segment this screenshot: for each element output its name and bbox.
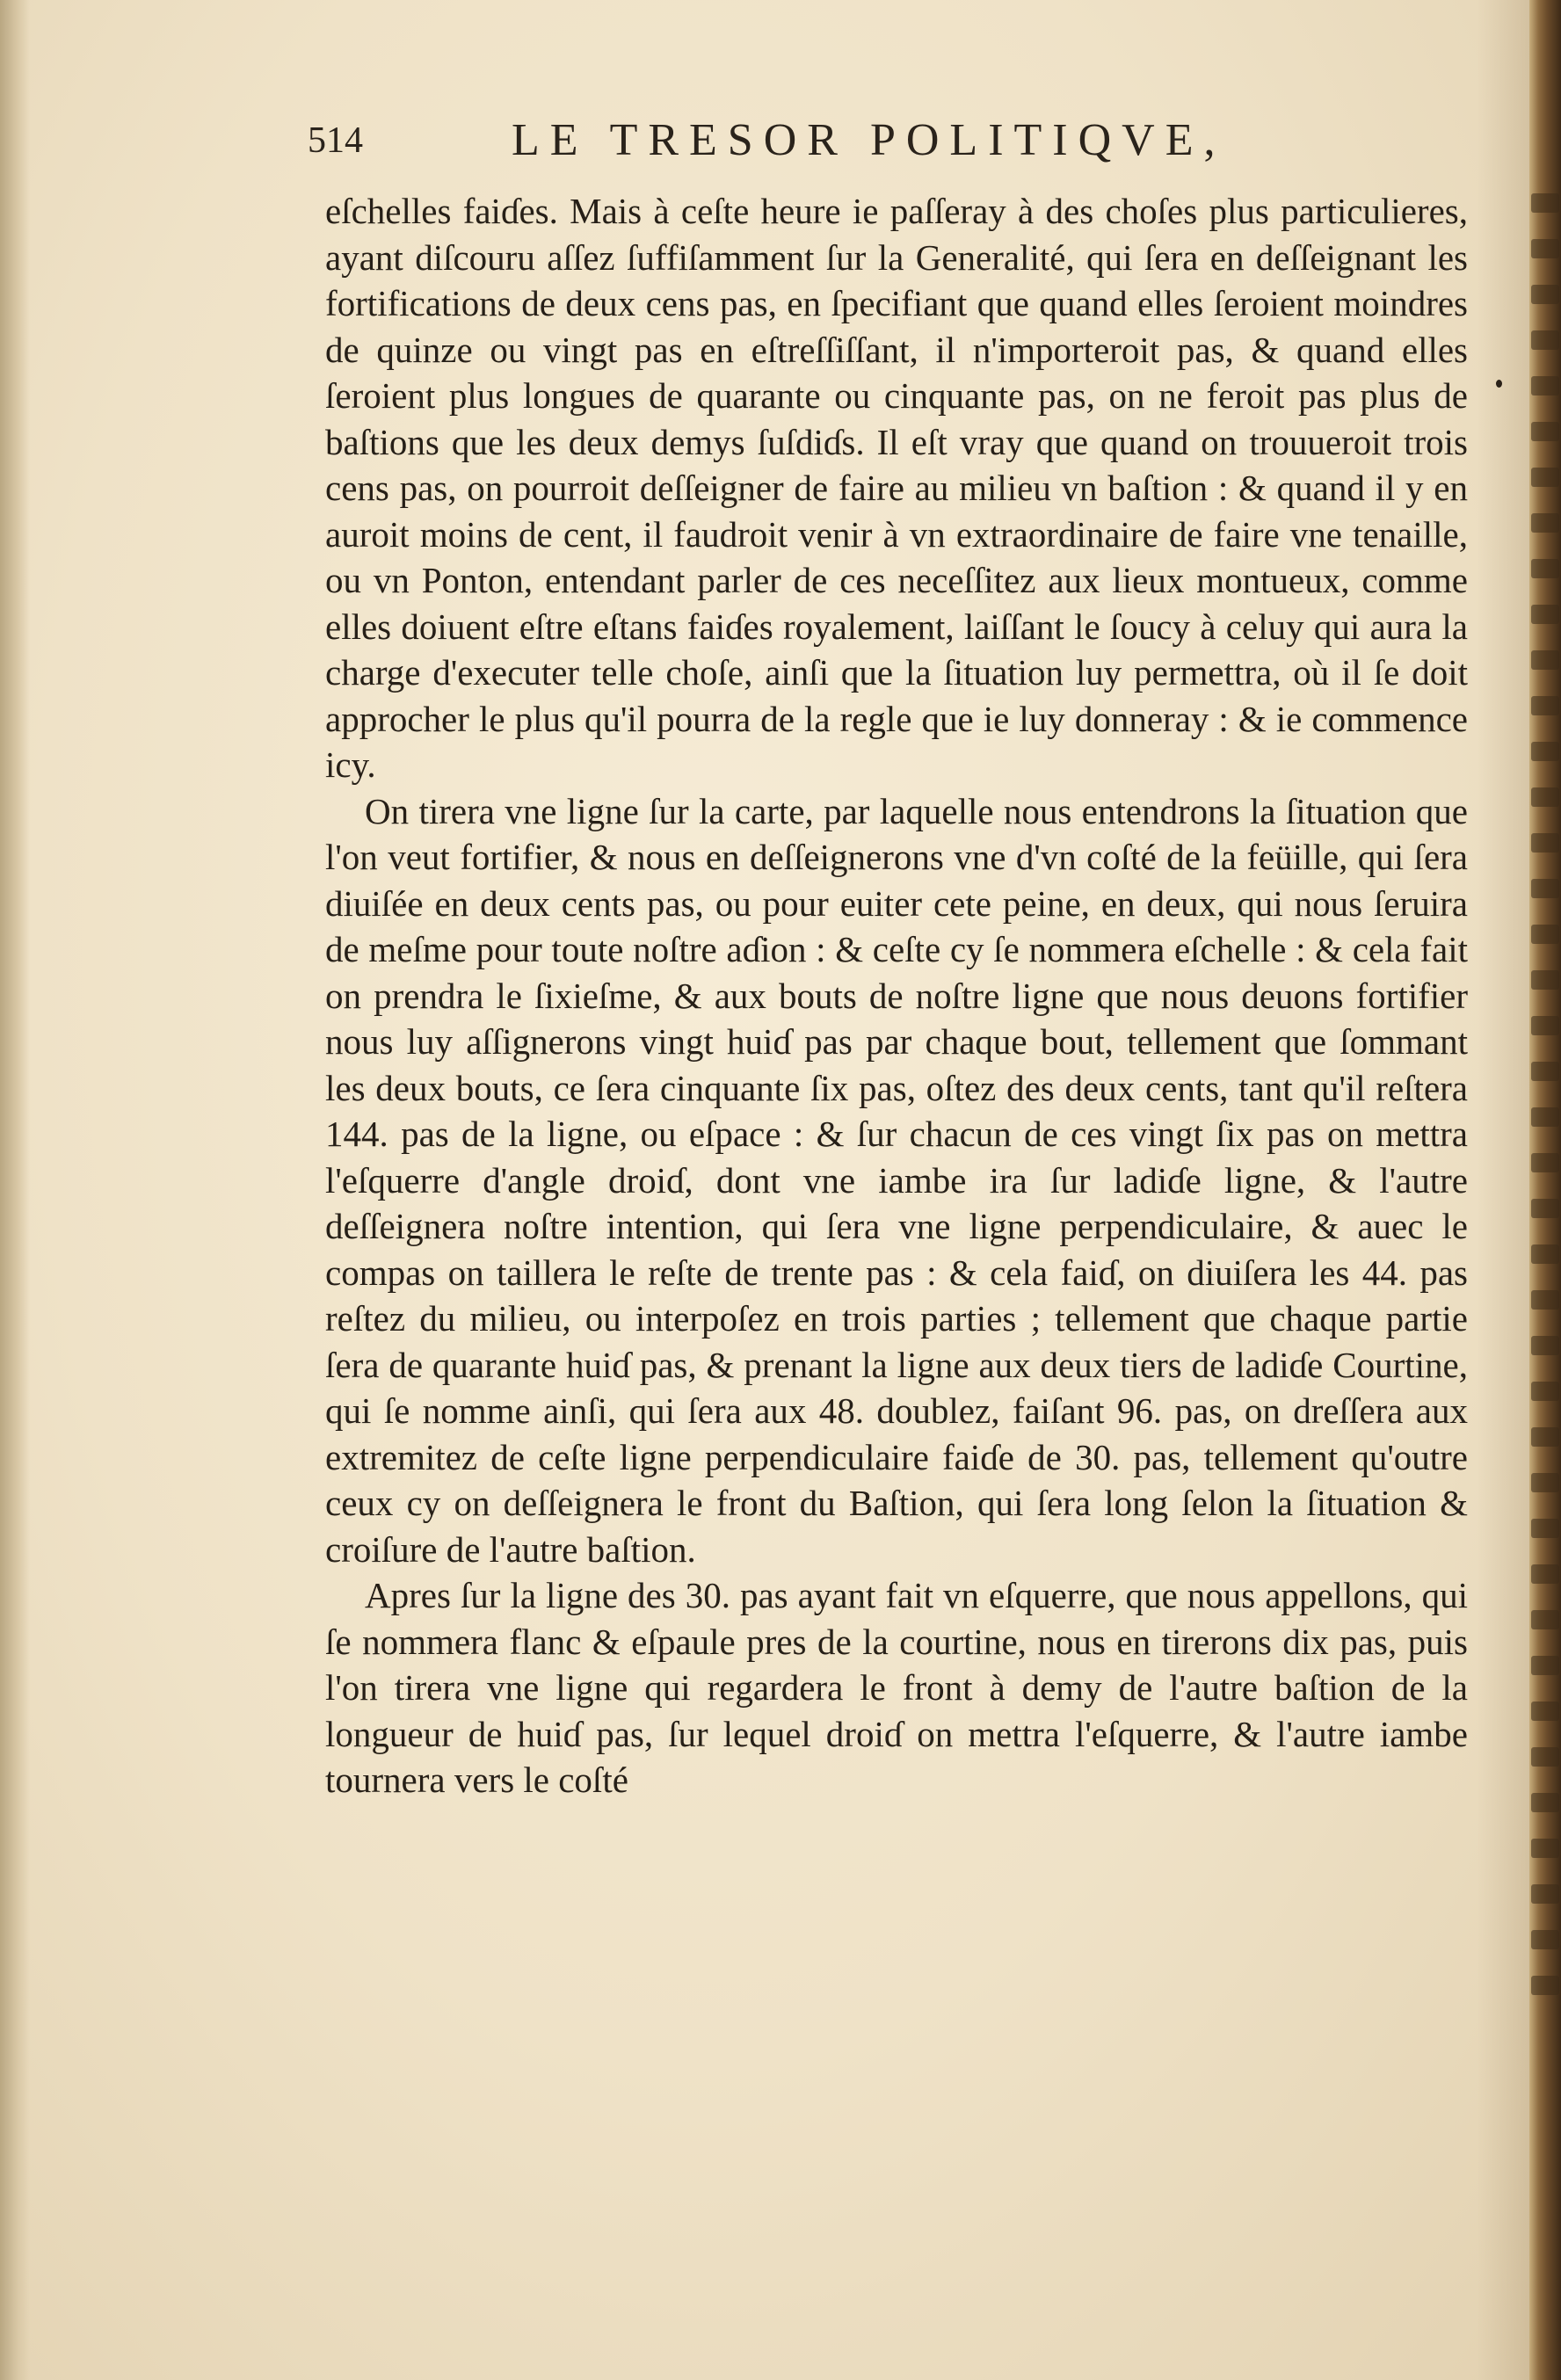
facing-page-bleed-through: [1531, 193, 1559, 2021]
paragraph: On tirera vne ligne ſur la carte, par laquelle nous entendrons la ſituation que l'on veut fortifier, & nous en deſſeignerons vne d'vn coſté de la feüille, qui ſera diuiſée en deux cents pas, ou pour euiter cete peine, en deux, qui nous ſeruira de meſme pour toute noſtre aɗion : & ceſte cy ſe nommera eſchelle : & cela fait on prendra le ſixieſme, & aux bouts de noſtre ligne que nous deuons fortifier nous luy aſſignerons vingt huiɗ pas par chaque bout, tellement que ſommant les deux bouts, ce ſera cinquante ſix pas, oſtez des deux cents, tant qu'il reſtera 144. pas de la ligne, ou eſpace : & ſur chacun de ces vingt ſix pas on mettra l'eſquerre d'angle droiɗ, dont vne iambe ira ſur ladiɗe ligne, & l'autre deſſeignera noſtre intention, qui ſera vne ligne perpendiculaire, & auec le compas on taillera le reſte de trente pas : & cela faiɗ, on diuiſera les 44. pas reſtez du milieu, ou interpoſez en trois parties ; tellement que chaque partie ſera de quarante huiɗ pas, & prenant la ligne aux deux tiers de ladiɗe Courtine, qui ſe nomme ainſi, qui ſera aux 48. doublez, faiſant 96. pas, on dreſſera aux extremitez de ceſte ligne perpendiculaire faiɗe de 30. pas, tellement qu'outre ceux cy on deſſeignera le front du Baſtion, qui ſera long ſelon la ſituation & croiſure de l'autre baſtion.: [325, 790, 1468, 1570]
body-text: [325, 188, 1468, 1803]
gutter-shadow: [1477, 0, 1529, 2380]
paragraph: eſchelles faiɗes. Mais à ceſte heure ie paſſeray à des choſes plus particulieres, ayant diſcouru aſſez ſuffiſamment ſur la Generalité, qui ſera en deſſeignant les fortifications de deux cens pas, en ſpecifiant que quand elles ſeroient moindres de quinze ou vingt pas en eſtreſſiſſant, il n'importeroit pas, & quand elles ſeroient plus longues de quarante ou cinquante pas, on ne feroit pas plus de baſtions que les deux demys ſuſdiɗs. Il eſt vray que quand on trouueroit trois cens pas, on pourroit deſſeigner de faire au milieu vn baſtion : & quand il y en auroit moins de cent, il faudroit venir à vn extraordinaire de faire vne tenaille, ou vn Ponton, entendant parler de ces neceſſitez aux lieux montueux, comme elles doiuent eſtre eſtans faiɗes royalement, laiſſant le ſoucy à celuy qui aura la charge d'executer telle choſe, ainſi que la ſituation luy permettra, où il ſe doit approcher le plus qu'il pourra de la regle que ie luy donneray : & ie commence icy.: [325, 191, 1468, 785]
page-number: 514: [308, 120, 363, 161]
page-header: [308, 114, 1468, 185]
paragraph: Apres ſur la ligne des 30. pas ayant fait vn eſquerre, que nous appellons, qui ſe nommera flanc & eſpaule pres de la courtine, nous en tirerons dix pas, puis l'on tirera vne ligne qui regardera le front à demy de l'autre baſtion de la longueur de huiɗ pas, ſur lequel droiɗ on mettra l'eſquerre, & l'autre iambe tournera vers le coſté: [325, 1575, 1468, 1800]
ink-speck: [1496, 380, 1502, 388]
running-title: LE TRESOR POLITIQVE,: [512, 115, 1226, 165]
page-left-edge: [0, 0, 30, 2380]
